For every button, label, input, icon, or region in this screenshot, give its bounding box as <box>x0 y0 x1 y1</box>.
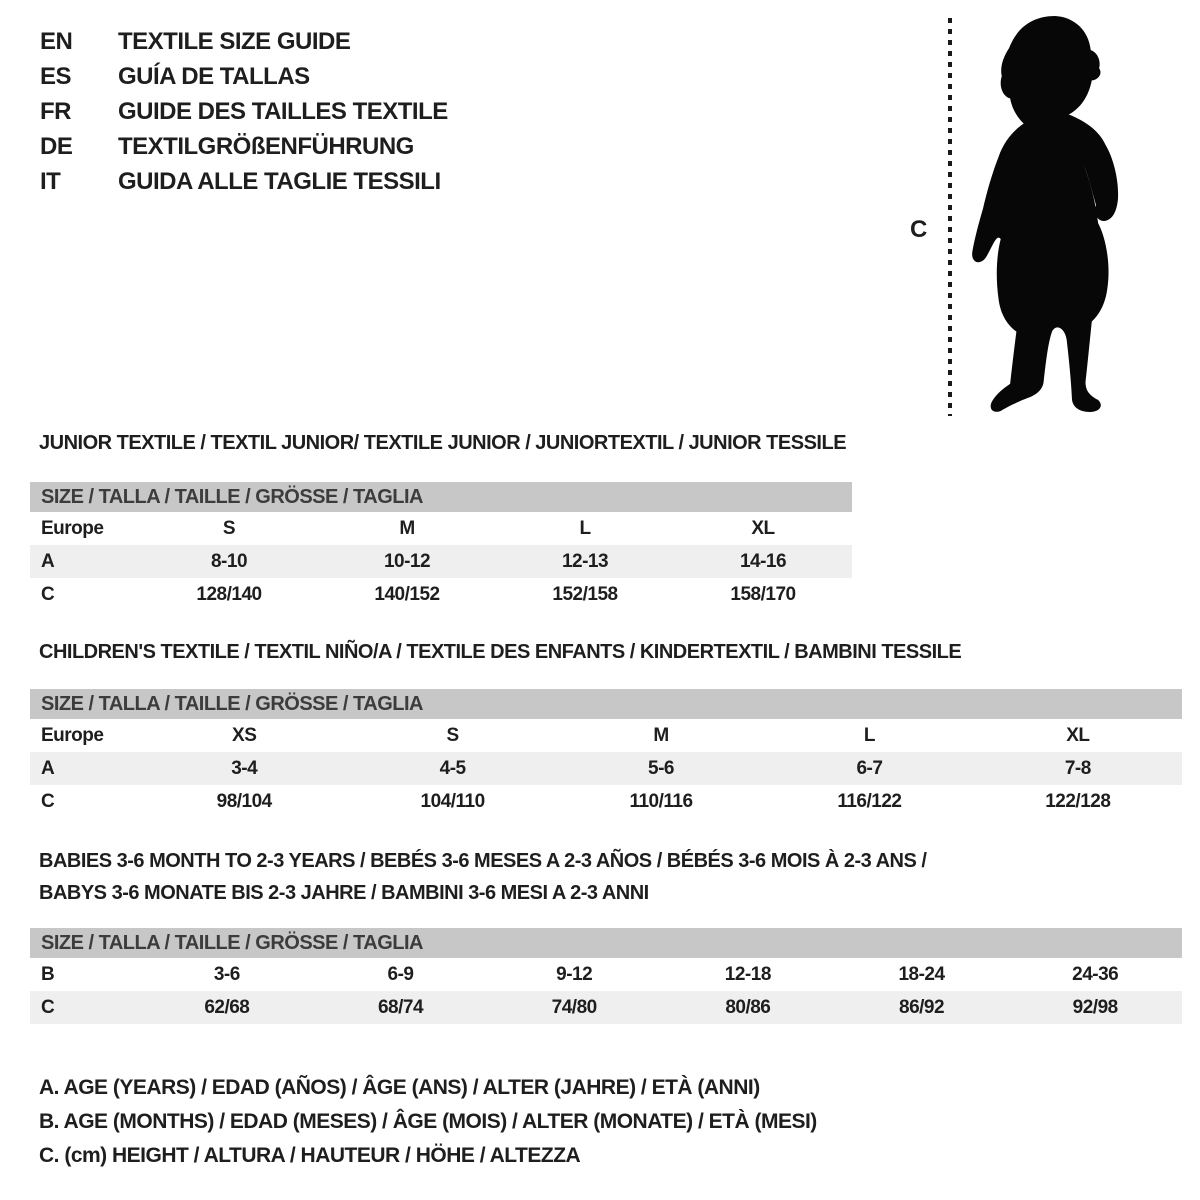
height-cell: 86/92 <box>899 996 945 1018</box>
row-label: A <box>41 550 55 572</box>
height-measure-dashed-line <box>948 18 952 416</box>
months-cell: 3-6 <box>213 963 240 985</box>
legend-footnotes <box>39 1071 817 1173</box>
language-row <box>40 24 448 59</box>
junior-size-table <box>30 482 852 611</box>
age-cell: 4-5 <box>439 757 466 779</box>
age-cell: 14-16 <box>739 550 787 572</box>
height-cell: 104/110 <box>420 790 485 812</box>
table-row-height <box>30 991 1182 1024</box>
language-code: ES <box>40 62 72 90</box>
language-row <box>40 59 448 94</box>
months-cell: 24-36 <box>1072 963 1119 985</box>
size-cell: XS <box>232 724 257 746</box>
months-cell: 12-18 <box>724 963 771 985</box>
height-cell: 92/98 <box>1072 996 1118 1018</box>
language-row <box>40 94 448 129</box>
size-cell: M <box>653 724 669 746</box>
table-header-bar: SIZE / TALLA / TAILLE / GRÖSSE / TAGLIA <box>30 928 1182 958</box>
age-cell: 7-8 <box>1064 757 1091 779</box>
height-cell: 152/158 <box>552 583 618 605</box>
row-label: B <box>41 963 55 985</box>
table-row-age <box>30 752 1182 785</box>
height-cell: 62/68 <box>204 996 250 1018</box>
table-row-height <box>30 785 1182 818</box>
months-cell: 18-24 <box>898 963 945 985</box>
size-cell: XL <box>751 517 775 539</box>
footnote-age-months: B. AGE (MONTHS) / EDAD (MESES) / ÂGE (MOIS) / ALTER (MONATE) / ETÀ (MESI) <box>39 1110 817 1133</box>
height-cell: 116/122 <box>837 790 902 812</box>
table-row-age <box>30 545 852 578</box>
babies-title-line-2: BABYS 3-6 MONATE BIS 2-3 JAHRE / BAMBINI 3-6 MESI A 2-3 ANNI <box>39 882 649 904</box>
row-label: C <box>41 790 55 812</box>
age-cell: 8-10 <box>210 550 248 572</box>
junior-section-title: JUNIOR TEXTILE / TEXTIL JUNIOR/ TEXTILE JUNIOR / JUNIORTEXTIL / JUNIOR TESSILE <box>39 432 847 454</box>
size-cell: L <box>863 724 875 746</box>
guide-title-es: GUÍA DE TALLAS <box>118 62 310 90</box>
row-label: C <box>41 996 55 1018</box>
children-size-table <box>30 689 1182 818</box>
age-cell: 12-13 <box>561 550 609 572</box>
guide-title-fr: GUIDE DES TAILLES TEXTILE <box>118 97 448 125</box>
table-row-months <box>30 958 1182 991</box>
height-cell: 110/116 <box>629 790 693 812</box>
height-cell: 98/104 <box>216 790 272 812</box>
height-cell: 140/152 <box>374 583 440 605</box>
table-header-bar: SIZE / TALLA / TAILLE / GRÖSSE / TAGLIA <box>30 482 852 512</box>
row-label: Europe <box>41 724 104 746</box>
height-cell: 68/74 <box>377 996 424 1018</box>
language-title-list <box>40 24 448 199</box>
height-cell: 128/140 <box>196 583 262 605</box>
language-row <box>40 129 448 164</box>
months-cell: 9-12 <box>556 963 593 985</box>
language-code: EN <box>40 27 73 55</box>
babies-section-title <box>39 845 926 909</box>
size-cell: XL <box>1066 724 1090 746</box>
row-label: A <box>41 757 55 779</box>
row-label: Europe <box>41 517 104 539</box>
table-header-bar: SIZE / TALLA / TAILLE / GRÖSSE / TAGLIA <box>30 689 1182 719</box>
height-cell: 122/128 <box>1045 790 1111 812</box>
size-cell: M <box>399 517 415 539</box>
footnote-age-years: A. AGE (YEARS) / EDAD (AÑOS) / ÂGE (ANS) / ALTER (JAHRE) / ETÀ (ANNI) <box>39 1076 760 1099</box>
children-section-title: CHILDREN'S TEXTILE / TEXTIL NIÑO/A / TEXTILE DES ENFANTS / KINDERTEXTIL / BAMBINI TESSILE <box>39 641 962 663</box>
guide-title-de: TEXTILGRÖßENFÜHRUNG <box>118 132 414 160</box>
age-cell: 10-12 <box>383 550 431 572</box>
height-measure-label: C <box>910 216 927 243</box>
guide-title-en: TEXTILE SIZE GUIDE <box>118 27 351 55</box>
guide-title-it: GUIDA ALLE TAGLIE TESSILI <box>118 167 441 195</box>
table-row-europe <box>30 512 852 545</box>
babies-size-table <box>30 928 1182 1024</box>
size-cell: S <box>222 517 236 539</box>
row-label: C <box>41 583 55 605</box>
months-cell: 6-9 <box>387 963 414 985</box>
language-row <box>40 164 448 199</box>
age-cell: 6-7 <box>856 757 883 779</box>
table-row-height <box>30 578 852 611</box>
size-cell: L <box>579 517 591 539</box>
language-code: FR <box>40 97 71 125</box>
footnote-height-cm: C. (cm) HEIGHT / ALTURA / HAUTEUR / HÖHE / ALTEZZA <box>39 1144 581 1167</box>
size-cell: S <box>446 724 459 746</box>
height-cell: 80/86 <box>725 996 771 1018</box>
language-code: IT <box>40 167 61 195</box>
height-cell: 158/170 <box>730 583 796 605</box>
age-cell: 5-6 <box>648 757 674 779</box>
babies-title-line-1: BABIES 3-6 MONTH TO 2-3 YEARS / BEBÉS 3-6 MESES A 2-3 AÑOS / BÉBÉS 3-6 MOIS À 2-3 ANS / <box>39 850 927 872</box>
height-cell: 74/80 <box>551 996 597 1018</box>
language-code: DE <box>40 132 73 160</box>
age-cell: 3-4 <box>231 757 258 779</box>
table-row-europe <box>30 719 1182 752</box>
toddler-silhouette-icon <box>963 14 1141 416</box>
